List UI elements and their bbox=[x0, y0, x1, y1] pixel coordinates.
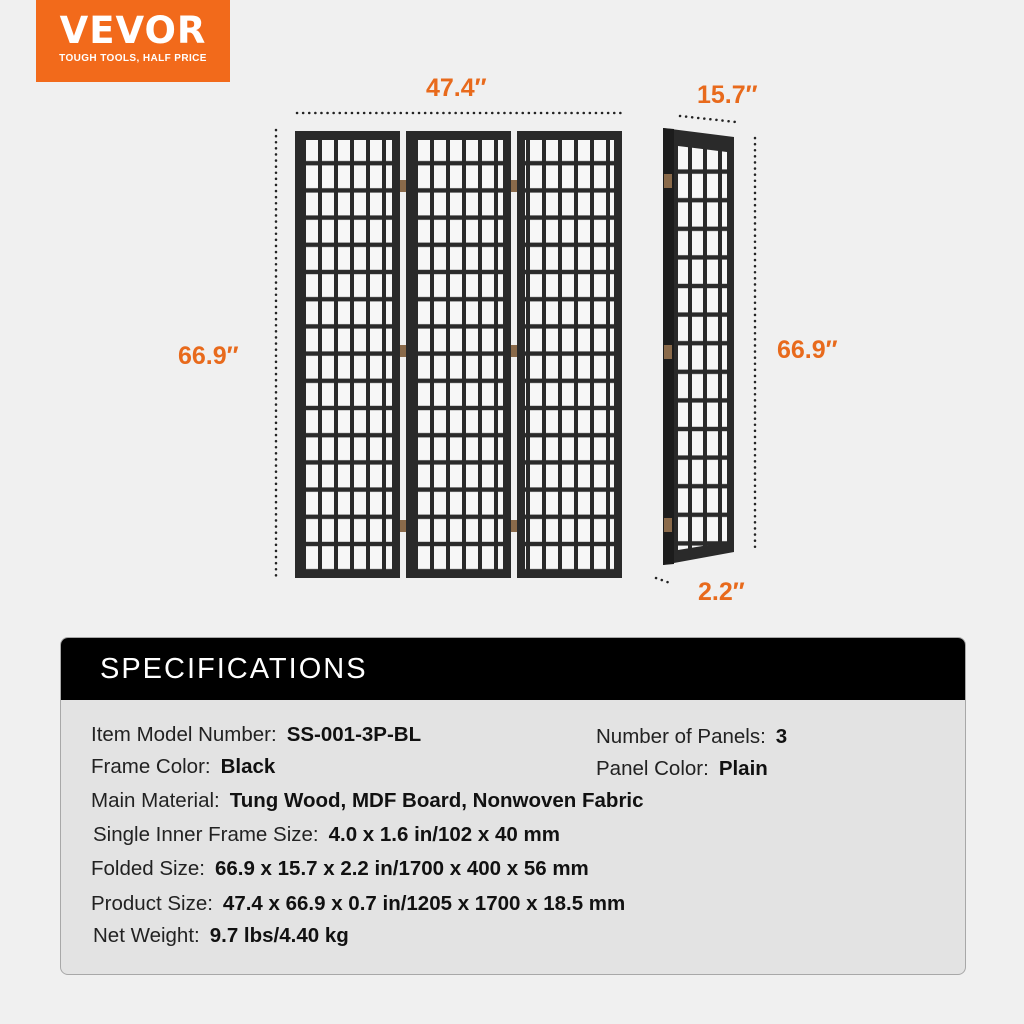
side-height-dimension-label: 66.9″ bbox=[777, 336, 838, 364]
folded-width-dimension-label: 15.7″ bbox=[697, 81, 758, 109]
spec-main-material bbox=[91, 789, 644, 813]
specifications-panel bbox=[60, 637, 966, 975]
spec-label: Folded Size: bbox=[91, 857, 205, 880]
spec-number-of-panels bbox=[596, 725, 787, 749]
spec-label: Product Size: bbox=[91, 892, 213, 915]
spec-value: Tung Wood, MDF Board, Nonwoven Fabric bbox=[229, 789, 644, 812]
spec-value: SS-001-3P-BL bbox=[286, 723, 422, 746]
screen-front-view bbox=[295, 131, 622, 578]
folded-depth-dimension-label: 2.2″ bbox=[698, 578, 745, 606]
spec-label: Single Inner Frame Size: bbox=[93, 823, 319, 846]
spec-label: Frame Color: bbox=[91, 755, 211, 778]
spec-folded-size bbox=[91, 857, 589, 881]
screen-folded-view bbox=[663, 128, 734, 565]
spec-model-number bbox=[91, 723, 421, 747]
spec-value: 47.4 x 66.9 x 0.7 in/1205 x 1700 x 18.5 mm bbox=[222, 892, 626, 915]
spec-value: 4.0 x 1.6 in/102 x 40 mm bbox=[328, 823, 560, 846]
spec-value: Black bbox=[220, 755, 276, 778]
spec-product-size bbox=[91, 892, 625, 916]
panel-left bbox=[295, 131, 400, 578]
spec-net-weight bbox=[93, 924, 349, 948]
spec-label: Net Weight: bbox=[93, 924, 200, 947]
spec-label: Panel Color: bbox=[596, 757, 709, 780]
spec-label: Item Model Number: bbox=[91, 723, 277, 746]
spec-value: 3 bbox=[775, 725, 788, 748]
height-dimension-label: 66.9″ bbox=[178, 342, 239, 370]
spec-label: Number of Panels: bbox=[596, 725, 766, 748]
panel-middle bbox=[406, 131, 511, 578]
spec-inner-frame-size bbox=[93, 823, 560, 847]
spec-value: 9.7 lbs/4.40 kg bbox=[209, 924, 349, 947]
specifications-heading: SPECIFICATIONS bbox=[61, 638, 965, 700]
brand-name: VEVOR bbox=[59, 9, 207, 52]
spec-value: 66.9 x 15.7 x 2.2 in/1700 x 400 x 56 mm bbox=[214, 857, 589, 880]
spec-panel-color bbox=[596, 757, 768, 781]
width-dimension-label: 47.4″ bbox=[426, 74, 487, 102]
spec-label: Main Material: bbox=[91, 789, 220, 812]
brand-tagline: TOUGH TOOLS, HALF PRICE bbox=[59, 53, 207, 64]
spec-value: Plain bbox=[718, 757, 768, 780]
panel-right bbox=[517, 131, 622, 578]
spec-frame-color bbox=[91, 755, 275, 779]
